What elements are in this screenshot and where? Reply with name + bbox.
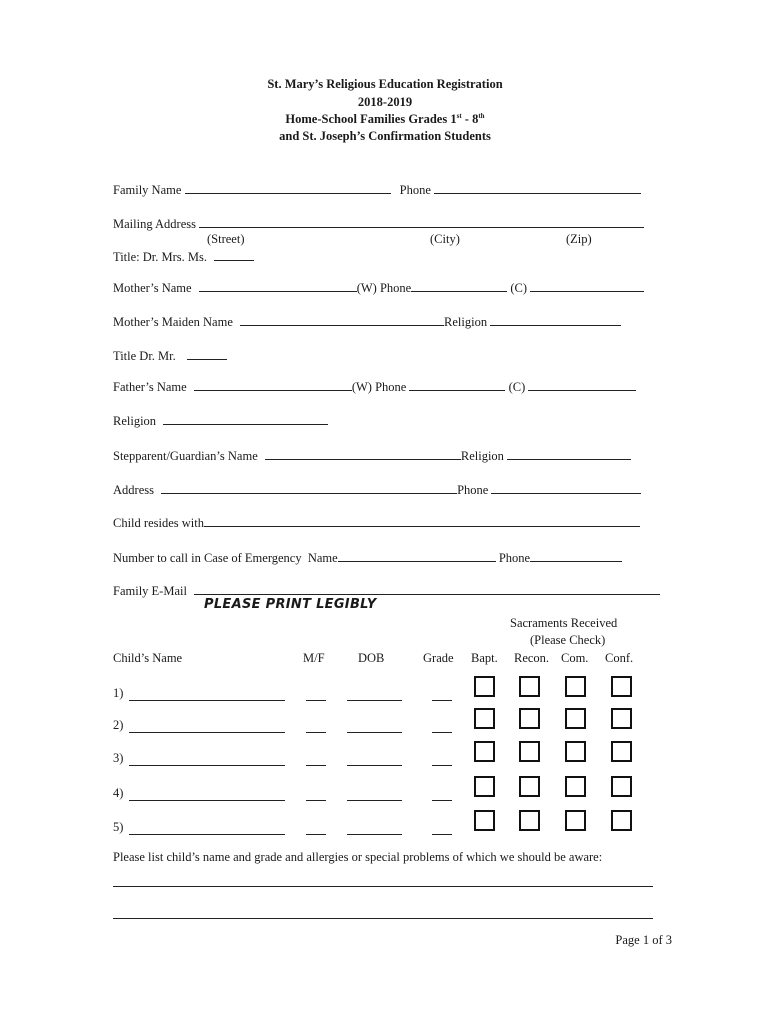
fathers-name-label: Father’s Name <box>113 380 187 394</box>
recon-heading: Recon. <box>514 651 550 665</box>
grade-heading: Grade <box>423 651 454 665</box>
child-grade-field[interactable] <box>432 788 452 801</box>
father-row <box>113 378 673 395</box>
mailing-address-label: Mailing Address <box>113 217 196 231</box>
family-name-label: Family Name <box>113 183 182 197</box>
address-phone-label: Phone <box>457 483 489 497</box>
child-mf-field[interactable] <box>306 822 326 835</box>
conf-checkbox[interactable] <box>611 776 632 797</box>
mother-religion-field[interactable] <box>490 313 621 326</box>
child-row-number: 1) <box>113 686 124 700</box>
title-label-1: Title: Dr. Mrs. Ms. <box>113 250 208 264</box>
child-name-field[interactable] <box>129 688 285 701</box>
recon-checkbox[interactable] <box>519 776 540 797</box>
child-grade-field[interactable] <box>432 753 452 766</box>
mailing-address-field[interactable] <box>199 215 644 228</box>
mother-c-label: (C) <box>510 281 527 295</box>
title-field-1[interactable] <box>214 248 254 261</box>
mailing-address-row <box>113 215 673 232</box>
address-row <box>113 481 673 498</box>
family-email-row <box>113 582 673 599</box>
child-row-number: 4) <box>113 786 124 800</box>
recon-checkbox[interactable] <box>519 810 540 831</box>
child-mf-field[interactable] <box>306 753 326 766</box>
recon-checkbox[interactable] <box>519 676 540 697</box>
father-c-label: (C) <box>508 380 526 394</box>
child-name-field[interactable] <box>129 788 285 801</box>
form-subtitle <box>0 112 770 127</box>
child-resides-row <box>113 514 673 531</box>
family-email-label: Family E-Mail <box>113 584 187 598</box>
family-email-field[interactable] <box>194 582 660 595</box>
dob-heading: DOB <box>358 651 385 665</box>
bapt-checkbox[interactable] <box>474 741 495 762</box>
mothers-name-label: Mother’s Name <box>113 281 192 295</box>
child-resides-label: Child resides with <box>113 516 204 530</box>
com-checkbox[interactable] <box>565 741 586 762</box>
com-checkbox[interactable] <box>565 676 586 697</box>
father-w-phone-field[interactable] <box>409 378 505 391</box>
conf-checkbox[interactable] <box>611 708 632 729</box>
child-mf-field[interactable] <box>306 788 326 801</box>
subtitle-text: Home-School Families Grades 1 <box>285 112 457 127</box>
mother-religion-label: Religion <box>444 315 488 329</box>
mothers-maiden-label: Mother’s Maiden Name <box>113 315 233 329</box>
mf-heading: M/F <box>303 651 325 665</box>
allergy-line-1[interactable] <box>113 874 653 887</box>
please-check-heading: (Please Check) <box>530 633 606 647</box>
mother-c-phone-field[interactable] <box>530 279 644 292</box>
father-religion-field[interactable] <box>163 412 328 425</box>
title-row-2 <box>113 347 673 364</box>
childs-name-heading: Child’s Name <box>113 651 183 665</box>
child-resides-field[interactable] <box>204 514 640 527</box>
address-phone-field[interactable] <box>491 481 641 494</box>
stepparent-religion-label: Religion <box>460 449 504 463</box>
ordinal-st: st <box>456 112 462 120</box>
father-w-phone-label: (W) Phone <box>351 380 407 394</box>
emergency-phone-field[interactable] <box>530 549 622 562</box>
mother-row <box>113 279 673 296</box>
bapt-checkbox[interactable] <box>474 708 495 729</box>
recon-checkbox[interactable] <box>519 708 540 729</box>
child-dob-field[interactable] <box>347 688 402 701</box>
child-dob-field[interactable] <box>347 753 402 766</box>
conf-checkbox[interactable] <box>611 741 632 762</box>
family-name-field[interactable] <box>185 181 391 194</box>
bapt-heading: Bapt. <box>471 651 498 665</box>
child-name-field[interactable] <box>129 720 285 733</box>
child-row-number: 5) <box>113 820 124 834</box>
bapt-checkbox[interactable] <box>474 776 495 797</box>
child-dob-field[interactable] <box>347 788 402 801</box>
recon-checkbox[interactable] <box>519 741 540 762</box>
title-field-2[interactable] <box>187 347 227 360</box>
form-subtitle-2: and St. Joseph’s Confirmation Students <box>279 129 491 143</box>
emergency-label: Number to call in Case of Emergency Name <box>113 551 338 565</box>
print-legibly-notice: PLEASE PRINT LEGIBLY <box>204 597 377 612</box>
father-religion-label: Religion <box>113 414 157 428</box>
title-label-2: Title Dr. Mr. <box>113 349 176 363</box>
emergency-phone-label: Phone <box>498 551 531 565</box>
bapt-checkbox[interactable] <box>474 676 495 697</box>
child-mf-field[interactable] <box>306 688 326 701</box>
mother-w-phone-field[interactable] <box>411 279 507 292</box>
stepparent-religion-field[interactable] <box>507 447 631 460</box>
child-row-number: 2) <box>113 718 124 732</box>
allergy-prompt: Please list child’s name and grade and allergies or special problems of which we should be aware: <box>113 850 603 864</box>
com-heading: Com. <box>561 651 589 665</box>
page-number: Page 1 of 3 <box>615 933 672 947</box>
title-row-1 <box>113 248 673 265</box>
child-grade-field[interactable] <box>432 720 452 733</box>
com-checkbox[interactable] <box>565 776 586 797</box>
phone-label: Phone <box>399 183 431 197</box>
child-name-field[interactable] <box>129 822 285 835</box>
city-caption: (City) <box>430 232 460 246</box>
conf-heading: Conf. <box>605 651 634 665</box>
stepparent-field[interactable] <box>265 447 461 460</box>
child-grade-field[interactable] <box>432 822 452 835</box>
child-row-number: 3) <box>113 751 124 765</box>
emergency-name-field[interactable] <box>338 549 496 562</box>
child-name-field[interactable] <box>129 753 285 766</box>
father-c-phone-field[interactable] <box>528 378 636 391</box>
child-grade-field[interactable] <box>432 688 452 701</box>
sacraments-heading: Sacraments Received <box>510 616 618 630</box>
mother-maiden-row <box>113 313 673 330</box>
mothers-maiden-field[interactable] <box>240 313 444 326</box>
stepparent-row <box>113 447 673 464</box>
conf-checkbox[interactable] <box>611 810 632 831</box>
child-dob-field[interactable] <box>347 720 402 733</box>
mothers-name-field[interactable] <box>199 279 357 292</box>
father-religion-row <box>113 412 673 429</box>
com-checkbox[interactable] <box>565 810 586 831</box>
street-caption: (Street) <box>207 232 245 246</box>
conf-checkbox[interactable] <box>611 676 632 697</box>
child-mf-field[interactable] <box>306 720 326 733</box>
bapt-checkbox[interactable] <box>474 810 495 831</box>
stepparent-label: Stepparent/Guardian’s Name <box>113 449 258 463</box>
fathers-name-field[interactable] <box>194 378 352 391</box>
address-label: Address <box>113 483 154 497</box>
phone-field[interactable] <box>434 181 641 194</box>
ordinal-th: th <box>478 112 485 120</box>
school-year: 2018-2019 <box>357 95 413 109</box>
zip-caption: (Zip) <box>566 232 592 246</box>
family-name-row <box>113 181 673 198</box>
emergency-row <box>113 549 673 566</box>
com-checkbox[interactable] <box>565 708 586 729</box>
subtitle-range: - 8 <box>461 112 479 127</box>
address-field[interactable] <box>161 481 457 494</box>
allergy-line-2[interactable] <box>113 906 653 919</box>
mother-w-phone-label: (W) Phone <box>356 281 412 295</box>
form-title: St. Mary’s Religious Education Registration <box>267 77 503 91</box>
child-dob-field[interactable] <box>347 822 402 835</box>
